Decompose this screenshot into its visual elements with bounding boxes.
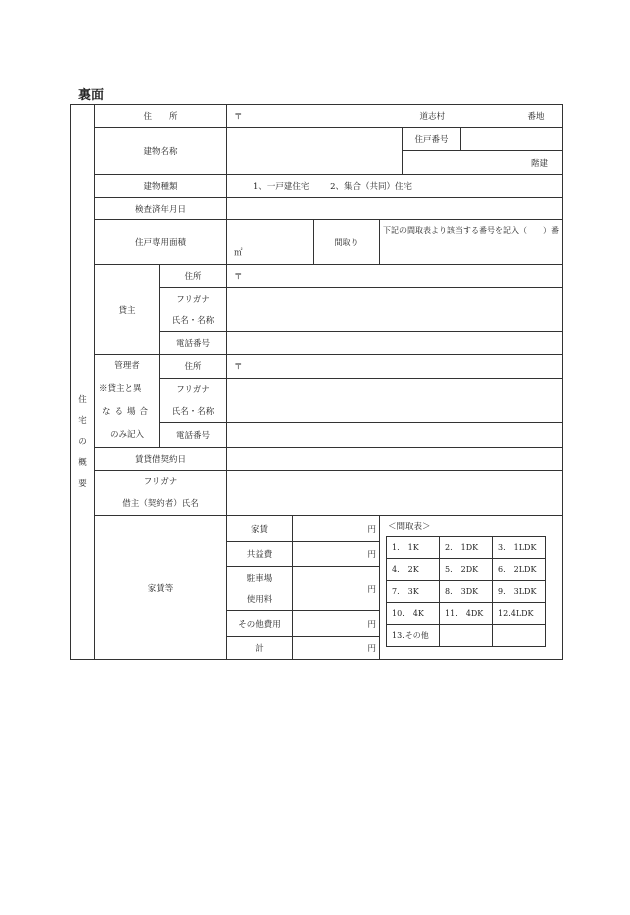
other-fee-label: その他費用 [227, 611, 293, 637]
building-type-label: 建物種類 [95, 175, 227, 198]
housing-overview-form [70, 104, 563, 660]
currency-unit: 円 [367, 644, 377, 654]
building-type-field[interactable] [227, 175, 563, 198]
layout-option: 13.その他 [387, 625, 440, 647]
layout-row [387, 625, 546, 647]
floors-field[interactable] [403, 151, 563, 175]
layout-row [387, 537, 546, 559]
total-field[interactable] [293, 637, 380, 660]
layout-row [387, 559, 546, 581]
contract-date-label: 賃貸借契約日 [95, 448, 227, 471]
inspection-date-label: 検査済年月日 [95, 198, 227, 220]
unit-no-label: 住戸番号 [403, 128, 461, 151]
currency-unit: 円 [367, 550, 377, 560]
tenant-furigana-label: フリガナ [143, 477, 178, 487]
layout-table-title: ＜間取表＞ [388, 522, 431, 532]
manager-furigana-field[interactable] [227, 378, 563, 400]
building-type-option-2[interactable]: 2、集合（共同）住宅 [330, 182, 413, 192]
layout-row [387, 603, 546, 625]
page-title: 裏面 [78, 88, 105, 103]
layout-instruction: 下記の間取表より該当する番号を記入（ ）番 [383, 226, 560, 235]
section-label-char: 宅 [78, 415, 87, 426]
layout-table [386, 536, 546, 647]
layout-label: 間取り [314, 220, 380, 265]
address-field[interactable] [227, 105, 563, 128]
area-unit: ㎡ [234, 248, 243, 258]
rent-item-label: 家賃 [227, 516, 293, 542]
layout-option: 8. 3DK [440, 581, 493, 603]
manager-address-label: 住所 [160, 355, 227, 379]
rent-field[interactable] [293, 516, 380, 542]
manager-label: 管理者 [114, 361, 140, 371]
manager-name-field[interactable] [227, 400, 563, 422]
other-fee-field[interactable] [293, 611, 380, 637]
manager-phone-field[interactable] [227, 423, 563, 448]
lessor-name-field[interactable] [227, 310, 563, 332]
layout-table-cell [380, 516, 563, 660]
postal-mark: 〒 [234, 362, 243, 373]
manager-note-line: なる場合 [101, 407, 152, 417]
layout-option: 1. 1K [387, 537, 440, 559]
floors-label: 階建 [531, 158, 549, 169]
postal-mark: 〒 [234, 272, 243, 282]
common-fee-label: 共益費 [227, 542, 293, 567]
layout-option: 3. 1LDK [493, 537, 546, 559]
village-text: 道志村 [419, 112, 446, 122]
parking-label: 駐車場 [227, 567, 293, 589]
lessor-phone-label: 電話番号 [160, 332, 227, 355]
building-name-label: 建物名称 [95, 128, 227, 175]
lessor-phone-field[interactable] [227, 332, 563, 355]
tenant-name-field[interactable] [227, 471, 563, 516]
layout-row [387, 581, 546, 603]
address-label: 住 所 [95, 105, 227, 128]
lessor-label: 貸主 [95, 265, 160, 355]
usage-fee-label: 使用料 [227, 589, 293, 611]
manager-note-line: ※貸主と異 [99, 384, 142, 394]
rent-label: 家賃等 [95, 516, 227, 660]
layout-option [493, 625, 546, 647]
layout-option: 6. 2LDK [493, 559, 546, 581]
total-label: 計 [227, 637, 293, 660]
currency-unit: 円 [367, 619, 377, 630]
lessor-furigana-label: フリガナ [160, 288, 227, 310]
layout-field[interactable] [380, 220, 563, 265]
layout-option: 12.4LDK [493, 603, 546, 625]
layout-option: 7. 3K [387, 581, 440, 603]
layout-option: 5. 2DK [440, 559, 493, 581]
common-fee-field[interactable] [293, 542, 380, 567]
lessor-name-label: 氏名・名称 [160, 310, 227, 332]
unit-no-field[interactable] [461, 128, 563, 151]
currency-unit: 円 [367, 524, 377, 535]
lot-text: 番地 [527, 112, 545, 122]
section-label [71, 105, 95, 660]
section-label-char: 概 [78, 457, 87, 468]
contract-date-field[interactable] [227, 448, 563, 471]
building-type-option-1[interactable]: 1、一戸建住宅 [253, 182, 310, 192]
section-label-char: の [78, 436, 87, 447]
currency-unit: 円 [367, 584, 377, 595]
manager-address-field[interactable] [227, 355, 563, 379]
manager-furigana-label: フリガナ [160, 378, 227, 400]
layout-option: 10. 4K [387, 603, 440, 625]
inspection-date-field[interactable] [227, 198, 563, 220]
layout-option: 11. 4DK [440, 603, 493, 625]
manager-note-line: のみ記入 [109, 430, 144, 440]
lessor-furigana-field[interactable] [227, 288, 563, 310]
layout-option: 4. 2K [387, 559, 440, 581]
floor-area-label: 住戸専用面積 [95, 220, 227, 265]
manager-phone-label: 電話番号 [160, 423, 227, 448]
parking-fee-field[interactable] [293, 567, 380, 611]
layout-option [440, 625, 493, 647]
section-label-char: 住 [78, 394, 87, 405]
floor-area-field[interactable] [227, 220, 314, 265]
layout-option: 9. 3LDK [493, 581, 546, 603]
tenant-label-cell [95, 471, 227, 516]
building-name-field[interactable] [227, 128, 403, 175]
tenant-name-label: 借主（契約者）氏名 [122, 499, 199, 509]
postal-mark: 〒 [234, 112, 243, 122]
section-label-char: 要 [78, 478, 87, 489]
layout-option: 2. 1DK [440, 537, 493, 559]
lessor-address-label: 住所 [160, 265, 227, 288]
manager-name-label: 氏名・名称 [160, 400, 227, 422]
lessor-address-field[interactable] [227, 265, 563, 288]
manager-label-cell [95, 355, 160, 448]
